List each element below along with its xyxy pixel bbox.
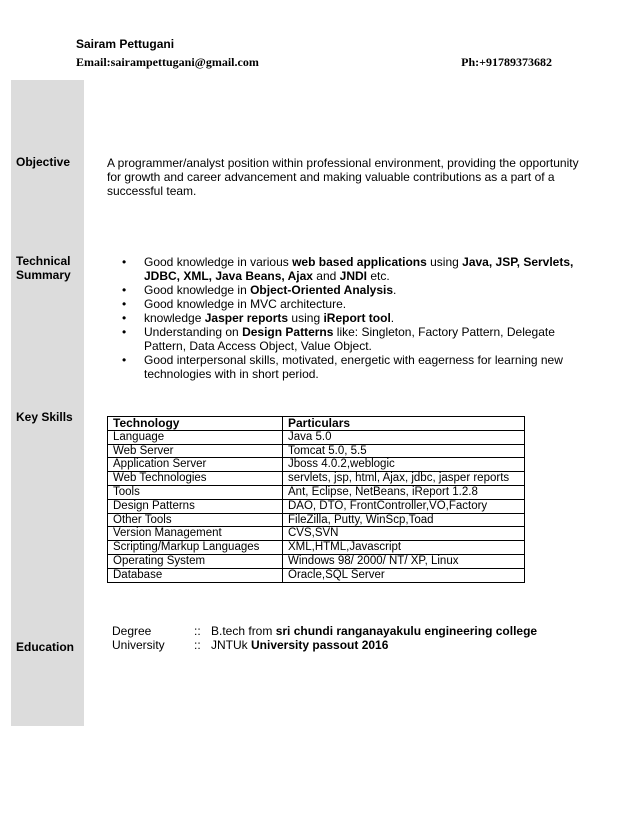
text-run: Good knowledge in MVC architecture. [144, 297, 347, 311]
technical-summary-label [16, 254, 71, 282]
particulars-cell: FileZilla, Putty, WinScp,Toad [283, 513, 525, 527]
phone-text: Ph:+91789373682 [461, 55, 552, 69]
text-run: Good interpersonal skills, motivated, energetic with eagerness for learning new technologies with in short period. [144, 353, 563, 381]
particulars-cell: Oracle,SQL Server [283, 568, 525, 582]
technology-cell: Database [108, 568, 283, 582]
table-row [108, 554, 525, 568]
table-row [108, 499, 525, 513]
text-run: Good knowledge in [144, 283, 251, 297]
text-run: etc. [367, 269, 390, 283]
particulars-cell: Tomcat 5.0, 5.5 [283, 444, 525, 458]
education-label: Education [16, 640, 75, 654]
technical-summary-list [107, 255, 587, 381]
education-field-label: University [112, 638, 165, 652]
table-row [108, 513, 525, 527]
table-row [108, 458, 525, 472]
technology-cell: Design Patterns [108, 499, 283, 513]
text-run: knowledge [144, 311, 205, 325]
summary-item [107, 255, 587, 283]
objective-text: A programmer/analyst position within professional environment, providing the opportunity for growth and career advancement and making valuable contributions as a part of a successful team. [107, 156, 579, 198]
technology-cell: Scripting/Markup Languages [108, 541, 283, 555]
technical-label-line1: Technical [16, 254, 71, 268]
bold-text-run: iReport tool [323, 311, 391, 325]
objective-label: Objective [16, 155, 71, 169]
bullet-icon: • [122, 297, 127, 311]
bold-text-run: sri chundi ranganayakulu engineering college [275, 624, 538, 638]
summary-item [107, 325, 587, 353]
technology-cell: Application Server [108, 458, 283, 472]
email-text: Email:sairampettugani@gmail.com [76, 55, 259, 69]
bold-text-run: Design Patterns [242, 325, 334, 339]
education-separator: :: [194, 638, 201, 652]
bold-text-run: Jasper reports [204, 311, 289, 325]
education-field-label: Degree [112, 624, 152, 638]
bullet-icon: • [122, 283, 127, 297]
text-run: Good knowledge in various [144, 255, 293, 269]
particulars-cell: Jboss 4.0.2,weblogic [283, 458, 525, 472]
technology-cell: Web Technologies [108, 472, 283, 486]
table-row [108, 527, 525, 541]
bullet-icon: • [122, 311, 127, 325]
technology-cell: Tools [108, 485, 283, 499]
text-run: using [426, 255, 463, 269]
table-row [108, 430, 525, 444]
technology-cell: Version Management [108, 527, 283, 541]
column-header-particulars: Particulars [283, 417, 525, 431]
key-skills-label: Key Skills [16, 410, 73, 424]
education-field-value [211, 624, 537, 638]
summary-item [107, 297, 587, 311]
bold-text-run: Java, JSP, Servlets, JDBC, XML, Java Beans, Ajax [144, 255, 574, 283]
technology-cell: Operating System [108, 554, 283, 568]
particulars-cell: XML,HTML,Javascript [283, 541, 525, 555]
table-row [108, 444, 525, 458]
text-run: JNTUk [211, 638, 251, 652]
bullet-icon: • [122, 325, 127, 339]
particulars-cell: CVS,SVN [283, 527, 525, 541]
text-run: and [312, 269, 340, 283]
column-header-technology: Technology [108, 417, 283, 431]
table-header-row [108, 417, 525, 431]
resume-header [76, 37, 556, 71]
candidate-name: Sairam Pettugani [76, 37, 175, 51]
particulars-cell: Windows 98/ 2000/ NT/ XP, Linux [283, 554, 525, 568]
table-row [108, 568, 525, 582]
particulars-cell: Java 5.0 [283, 430, 525, 444]
particulars-cell: servlets, jsp, html, Ajax, jdbc, jasper reports [283, 472, 525, 486]
text-run: like: Singleton, Factory Pattern, Delegate Pattern, Data Access Object, Value Object. [144, 325, 555, 353]
summary-item [107, 283, 587, 297]
bold-text-run: University passout 2016 [251, 638, 389, 652]
education-field-value [211, 638, 388, 652]
table-row [108, 472, 525, 486]
text-run: . [393, 283, 397, 297]
education-separator: :: [194, 624, 201, 638]
key-skills-table [107, 416, 525, 583]
technology-cell: Language [108, 430, 283, 444]
bold-text-run: Object-Oriented Analysis [250, 283, 394, 297]
section-sidebar-band [11, 80, 84, 726]
summary-item [107, 311, 587, 325]
bullet-icon: • [122, 255, 127, 269]
bullet-icon: • [122, 353, 127, 367]
particulars-cell: Ant, Eclipse, NetBeans, iReport 1.2.8 [283, 485, 525, 499]
bold-text-run: JNDI [339, 269, 368, 283]
text-run: B.tech from [211, 624, 276, 638]
text-run: Understanding on [144, 325, 243, 339]
summary-item [107, 353, 587, 381]
technology-cell: Other Tools [108, 513, 283, 527]
table-row [108, 541, 525, 555]
table-row [108, 485, 525, 499]
technical-label-line2: Summary [16, 268, 71, 282]
particulars-cell: DAO, DTO, FrontController,VO,Factory [283, 499, 525, 513]
text-run: using [288, 311, 324, 325]
contact-row [76, 55, 556, 71]
technology-cell: Web Server [108, 444, 283, 458]
text-run: . [390, 311, 395, 325]
bold-text-run: web based applications [292, 255, 427, 269]
